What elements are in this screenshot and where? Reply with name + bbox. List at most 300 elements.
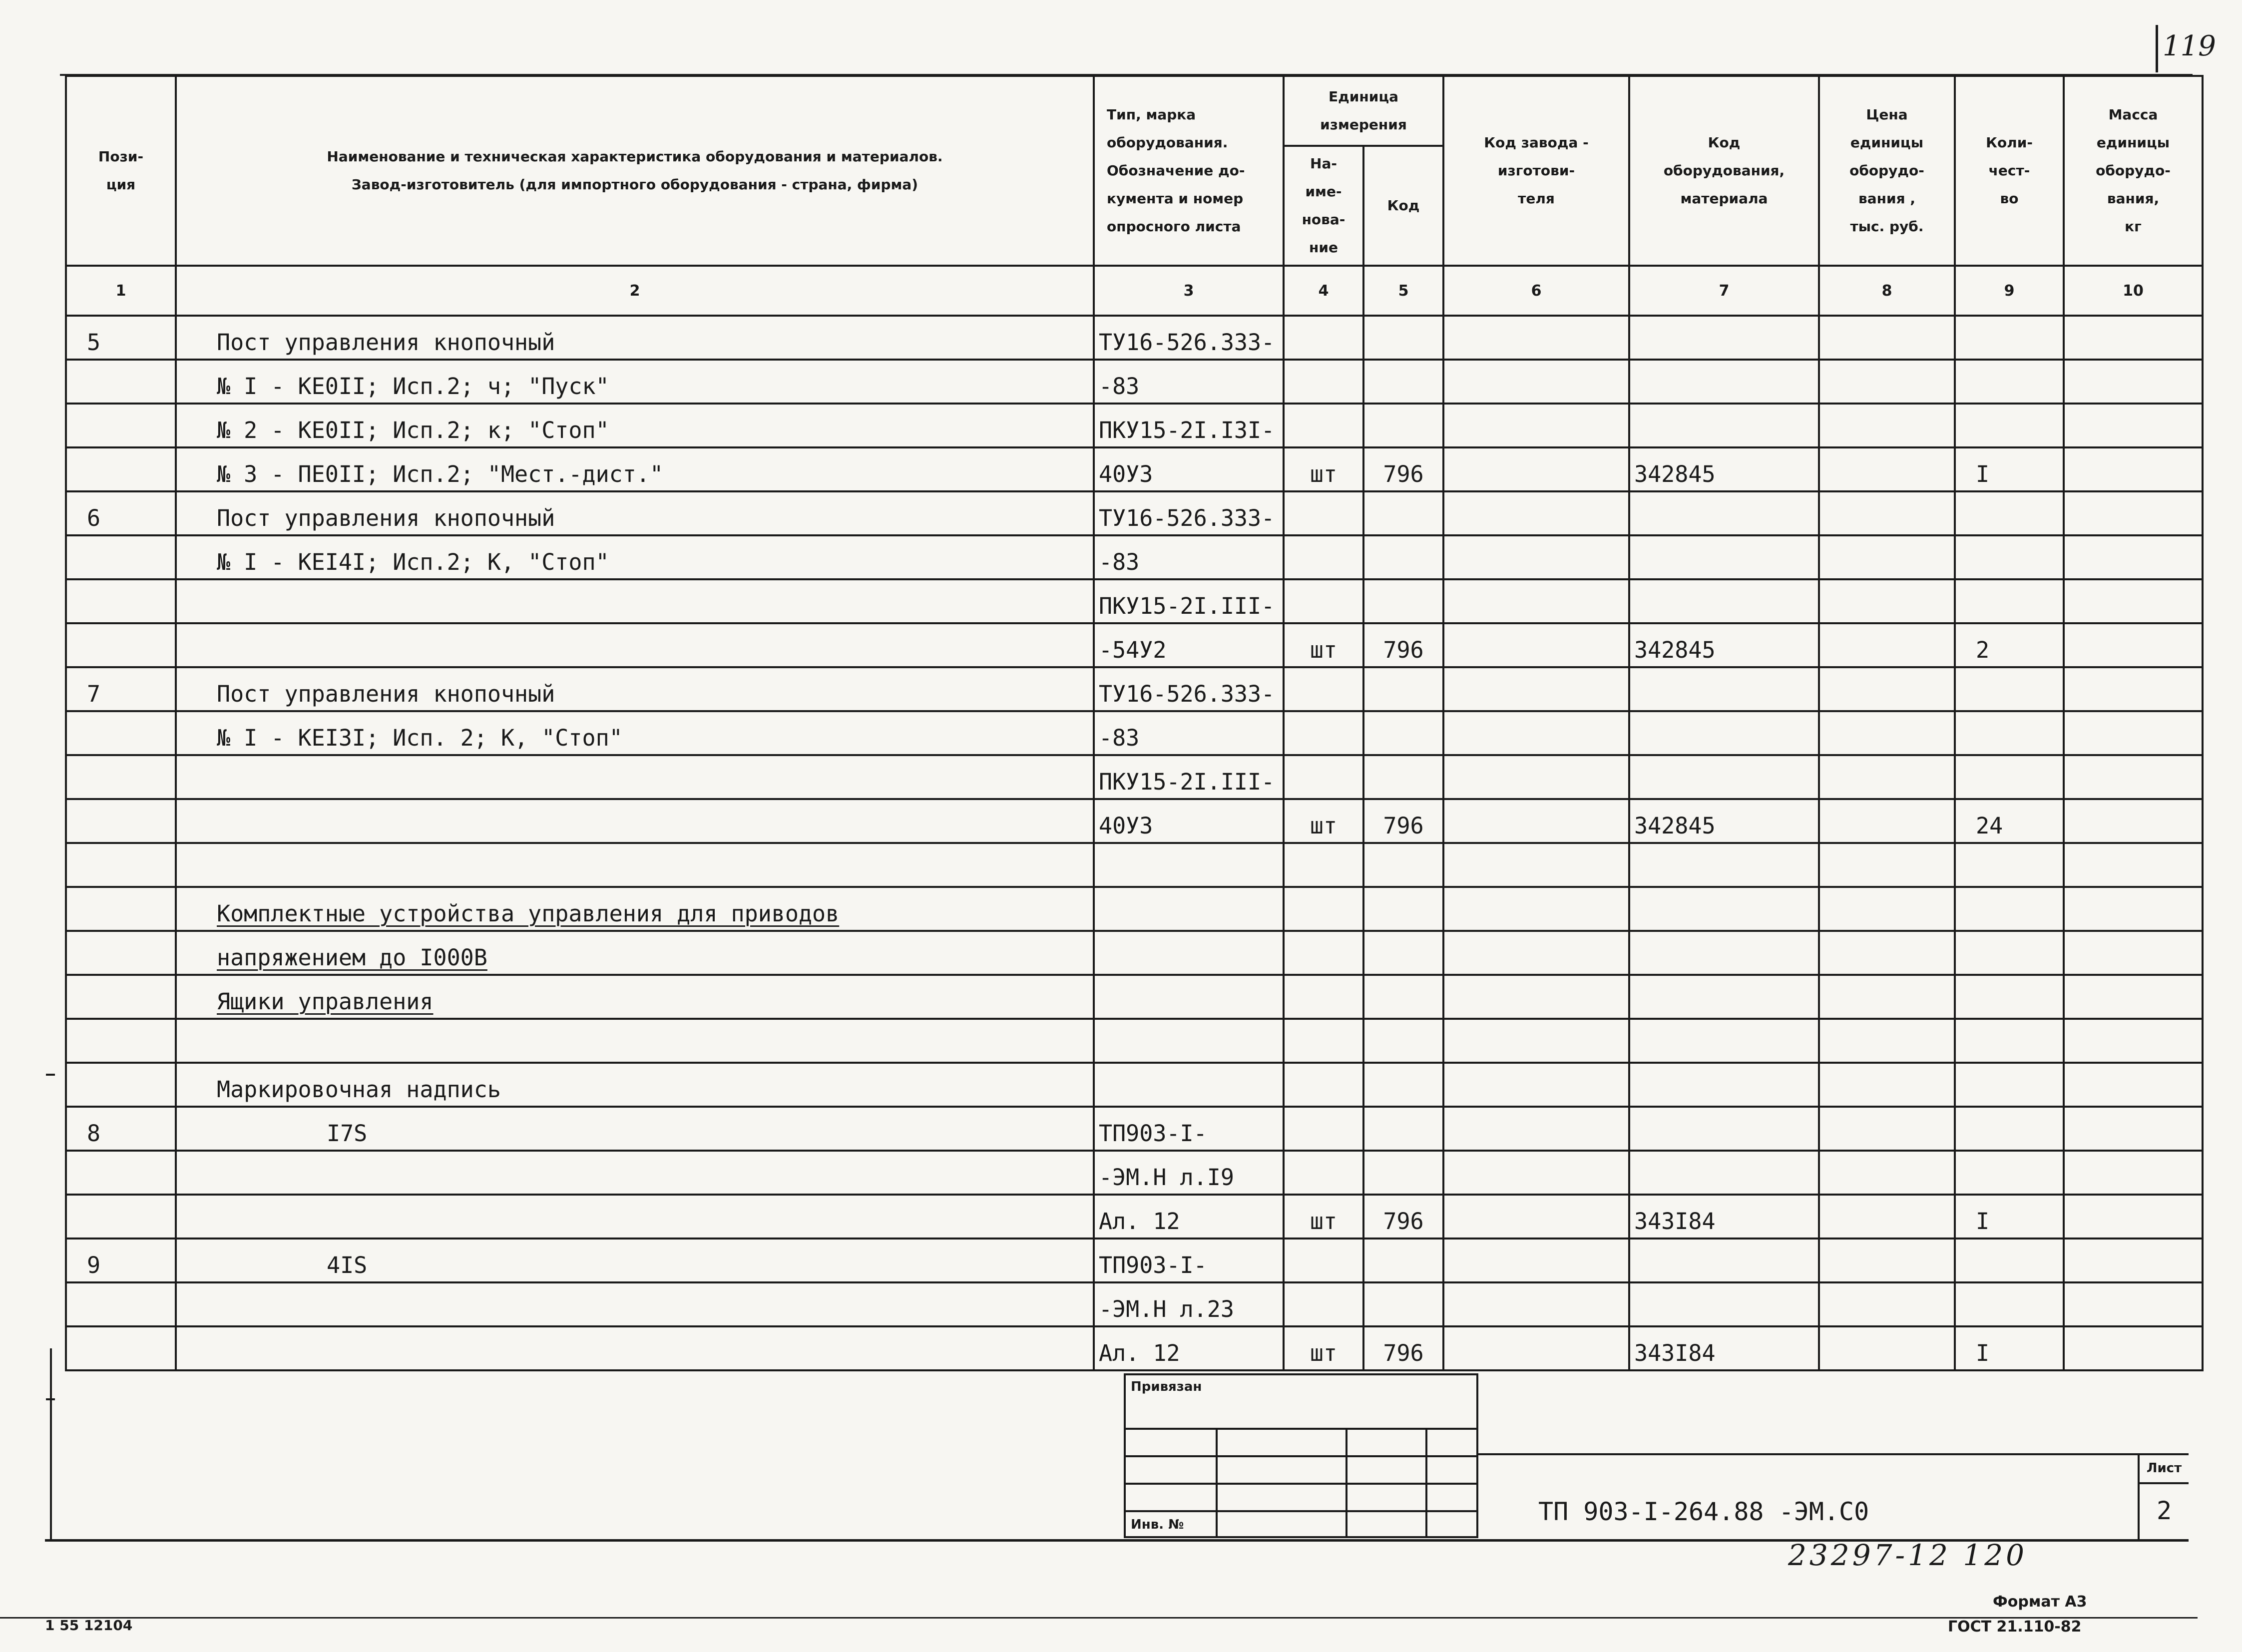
row-name [176,755,1094,799]
row-maker-code [1443,667,1629,711]
row-quantity [1955,711,2064,755]
header-maker-code: Код завода - изготови- теля [1443,76,1629,266]
row-unit-code [1363,535,1443,579]
row-equipment-code [1629,535,1819,579]
row-maker-code [1443,975,1629,1019]
row-type [1094,887,1284,931]
left-rule [50,1348,52,1541]
row-position [66,447,176,491]
row-equipment-code: 343I84 [1629,1195,1819,1239]
row-quantity [1955,1239,2064,1282]
table-row [66,535,2203,579]
row-mass [2064,1019,2203,1063]
row-mass [2064,667,2203,711]
row-maker-code [1443,447,1629,491]
row-price [1819,1019,1955,1063]
row-price [1819,579,1955,623]
row-mass [2064,447,2203,491]
row-price [1819,667,1955,711]
header-name: Наименование и техническая характеристика оборудования и материалов. Завод-изготовитель (для импортного оборудования - страна, фирма) [176,76,1094,266]
row-unit [1284,755,1363,799]
row-price [1819,316,1955,360]
row-equipment-code [1629,1151,1819,1195]
row-maker-code [1443,535,1629,579]
row-type: ТУ16-526.333- [1094,667,1284,711]
row-equipment-code [1629,316,1819,360]
table-row [66,1151,2203,1195]
row-quantity [1955,535,2064,579]
row-unit: шт [1284,447,1363,491]
row-maker-code [1443,887,1629,931]
row-type: ТП903-I- [1094,1239,1284,1282]
row-type [1094,975,1284,1019]
header-type: Тип, марка оборудования. Обозначение до- кумента и номер опросного листа [1094,76,1284,266]
row-name: Пост управления кнопочный [176,491,1094,535]
table-row [66,843,2203,887]
row-price [1819,799,1955,843]
row-quantity: 24 [1955,799,2064,843]
col-number: 4 [1284,266,1363,316]
spec-table [65,75,2204,1371]
row-type: 40У3 [1094,447,1284,491]
row-quantity [1955,975,2064,1019]
col-number: 8 [1819,266,1955,316]
row-unit-code [1363,667,1443,711]
row-equipment-code [1629,579,1819,623]
row-unit-code [1363,975,1443,1019]
row-unit-code [1363,931,1443,975]
row-quantity [1955,1107,2064,1151]
row-quantity [1955,931,2064,975]
table-row [66,1019,2203,1063]
sheet-value: 2 [2156,1496,2172,1525]
row-type: ТП903-I- [1094,1107,1284,1151]
row-name: напряжением до I000В [176,931,1094,975]
row-price [1819,1107,1955,1151]
row-unit-code: 796 [1363,623,1443,667]
row-name: Комплектные устройства управления для приводов [176,887,1094,931]
row-price [1819,360,1955,404]
row-maker-code [1443,404,1629,447]
row-name: Ящики управления [176,975,1094,1019]
row-name: Пост управления кнопочный [176,316,1094,360]
table-row [66,1282,2203,1326]
row-name: № 3 - ПЕ0II; Исп.2; "Мест.-дист." [176,447,1094,491]
row-equipment-code: 342845 [1629,447,1819,491]
row-position [66,404,176,447]
row-maker-code [1443,1326,1629,1370]
row-unit [1284,535,1363,579]
row-unit-code [1363,404,1443,447]
table-row [66,1326,2203,1370]
row-equipment-code [1629,1063,1819,1107]
row-mass [2064,887,2203,931]
margin-tick [46,1398,55,1400]
row-equipment-code [1629,667,1819,711]
row-price [1819,623,1955,667]
table-row [66,1063,2203,1107]
row-type: Ал. 12 [1094,1195,1284,1239]
row-maker-code [1443,1239,1629,1282]
row-mass [2064,931,2203,975]
row-price [1819,1063,1955,1107]
row-quantity [1955,667,2064,711]
row-unit-code [1363,843,1443,887]
row-maker-code [1443,711,1629,755]
row-name [176,1019,1094,1063]
col-number: 10 [2064,266,2203,316]
table-row [66,1107,2203,1151]
col-number: 3 [1094,266,1284,316]
row-equipment-code [1629,975,1819,1019]
row-unit [1284,711,1363,755]
row-maker-code [1443,1151,1629,1195]
row-type: -83 [1094,535,1284,579]
row-maker-code [1443,316,1629,360]
row-mass [2064,1107,2203,1151]
row-equipment-code [1629,887,1819,931]
row-unit [1284,1107,1363,1151]
row-equipment-code [1629,360,1819,404]
row-maker-code [1443,931,1629,975]
table-row [66,360,2203,404]
row-name [176,1326,1094,1370]
row-quantity [1955,887,2064,931]
row-unit-code [1363,1063,1443,1107]
row-name [176,1195,1094,1239]
corner-bar [2156,25,2158,72]
row-price [1819,447,1955,491]
table-row [66,799,2203,843]
row-position [66,1151,176,1195]
row-name: 4IS [176,1239,1094,1282]
row-quantity [1955,1282,2064,1326]
row-maker-code [1443,1195,1629,1239]
row-mass [2064,799,2203,843]
row-unit [1284,1063,1363,1107]
row-unit [1284,1239,1363,1282]
row-quantity [1955,1063,2064,1107]
row-price [1819,975,1955,1019]
row-type: -ЭМ.Н л.23 [1094,1282,1284,1326]
row-unit-code [1363,711,1443,755]
row-quantity [1955,360,2064,404]
row-maker-code [1443,1282,1629,1326]
row-unit [1284,360,1363,404]
row-type: -83 [1094,360,1284,404]
row-name [176,1151,1094,1195]
row-quantity [1955,404,2064,447]
row-unit-code [1363,1239,1443,1282]
row-position [66,843,176,887]
row-type: -83 [1094,711,1284,755]
row-position: 8 [66,1107,176,1151]
row-position [66,579,176,623]
row-type [1094,843,1284,887]
row-type: ТУ16-526.333- [1094,491,1284,535]
row-position [66,711,176,755]
col-number: 1 [66,266,176,316]
row-name: № 2 - КЕ0II; Исп.2; к; "Стоп" [176,404,1094,447]
row-type [1094,1063,1284,1107]
row-equipment-code [1629,711,1819,755]
row-position [66,535,176,579]
column-number-row [66,266,2203,316]
row-name: Маркировочная надпись [176,1063,1094,1107]
row-unit [1284,931,1363,975]
row-price [1819,1195,1955,1239]
row-quantity [1955,316,2064,360]
table-row [66,447,2203,491]
row-unit-code [1363,755,1443,799]
row-unit-code [1363,579,1443,623]
row-equipment-code [1629,1282,1819,1326]
document-code: ТП 903-I-264.88 -ЭМ.С0 [1538,1497,1869,1526]
row-type: -54У2 [1094,623,1284,667]
table-row [66,975,2203,1019]
row-type: Ал. 12 [1094,1326,1284,1370]
format-label: Формат А3 [1993,1593,2087,1611]
row-position: 9 [66,1239,176,1282]
row-mass [2064,535,2203,579]
row-quantity [1955,491,2064,535]
row-maker-code [1443,1019,1629,1063]
row-unit-code: 796 [1363,799,1443,843]
table-row [66,491,2203,535]
row-type: ПКУ15-2I.III- [1094,579,1284,623]
row-position [66,1019,176,1063]
row-equipment-code [1629,843,1819,887]
row-position [66,1282,176,1326]
row-unit [1284,579,1363,623]
row-equipment-code: 342845 [1629,799,1819,843]
col-number: 6 [1443,266,1629,316]
row-price [1819,535,1955,579]
row-position [66,799,176,843]
row-name: № I - КЕI4I; Исп.2; К, "Стоп" [176,535,1094,579]
row-name [176,1282,1094,1326]
footer-rule [0,1617,2198,1619]
row-unit-code: 796 [1363,1326,1443,1370]
row-equipment-code: 343I84 [1629,1326,1819,1370]
row-position [66,755,176,799]
row-unit-code [1363,1151,1443,1195]
row-unit: шт [1284,623,1363,667]
row-maker-code [1443,1063,1629,1107]
row-unit [1284,975,1363,1019]
row-mass [2064,1195,2203,1239]
row-quantity: I [1955,1195,2064,1239]
row-name [176,623,1094,667]
table-row [66,316,2203,360]
row-quantity [1955,843,2064,887]
row-maker-code [1443,1107,1629,1151]
row-mass [2064,316,2203,360]
row-quantity [1955,579,2064,623]
print-tag: 1 55 12104 [45,1617,133,1634]
row-equipment-code: 342845 [1629,623,1819,667]
row-unit-code [1363,1282,1443,1326]
row-position [66,887,176,931]
col-number: 7 [1629,266,1819,316]
row-quantity: I [1955,447,2064,491]
row-position [66,623,176,667]
row-price [1819,887,1955,931]
table-row [66,579,2203,623]
row-equipment-code [1629,755,1819,799]
header-unit-code: Код [1363,146,1443,266]
row-unit [1284,1151,1363,1195]
row-unit: шт [1284,1195,1363,1239]
row-unit: шт [1284,1326,1363,1370]
row-unit-code [1363,1107,1443,1151]
row-mass [2064,711,2203,755]
stamp-label: Привязан [1131,1379,1202,1394]
row-maker-code [1443,843,1629,887]
row-type [1094,931,1284,975]
header-equipment-code: Код оборудования, материала [1629,76,1819,266]
row-maker-code [1443,755,1629,799]
row-name [176,579,1094,623]
row-equipment-code [1629,1239,1819,1282]
row-type [1094,1019,1284,1063]
row-unit [1284,887,1363,931]
row-unit-code: 796 [1363,1195,1443,1239]
row-mass [2064,579,2203,623]
row-mass [2064,1151,2203,1195]
row-price [1819,931,1955,975]
margin-tick [46,1074,55,1076]
row-type: 40У3 [1094,799,1284,843]
header-quantity: Коли- чест- во [1955,76,2064,266]
row-unit-code [1363,887,1443,931]
row-maker-code [1443,491,1629,535]
table-row [66,887,2203,931]
row-position: 7 [66,667,176,711]
col-number: 5 [1363,266,1443,316]
row-position [66,1195,176,1239]
row-price [1819,1326,1955,1370]
row-mass [2064,404,2203,447]
row-quantity: 2 [1955,623,2064,667]
row-unit-code [1363,360,1443,404]
table-row [66,711,2203,755]
row-unit-code: 796 [1363,447,1443,491]
row-name [176,799,1094,843]
row-maker-code [1443,799,1629,843]
row-mass [2064,360,2203,404]
row-type: ТУ16-526.333- [1094,316,1284,360]
row-quantity [1955,755,2064,799]
row-equipment-code [1629,1019,1819,1063]
table-row [66,755,2203,799]
row-position [66,1063,176,1107]
inventory-number: 23297-12 120 [1788,1538,2028,1572]
row-unit-code [1363,316,1443,360]
spec-rows [66,316,2203,1370]
row-quantity: I [1955,1326,2064,1370]
header-mass: Масса единицы оборудо- вания, кг [2064,76,2203,266]
row-type: ПКУ15-2I.I3I- [1094,404,1284,447]
sheet-box [2138,1454,2189,1539]
row-mass [2064,843,2203,887]
sheet-label: Лист [2140,1454,2189,1484]
row-unit [1284,843,1363,887]
row-quantity [1955,1151,2064,1195]
table-row [66,1195,2203,1239]
row-name: Пост управления кнопочный [176,667,1094,711]
gost-label: ГОСТ 21.110-82 [1948,1618,2082,1636]
row-name [176,843,1094,887]
row-mass [2064,1282,2203,1326]
row-unit [1284,404,1363,447]
row-unit-code [1363,491,1443,535]
row-mass [2064,491,2203,535]
inventory-label: Инв. № [1131,1517,1184,1532]
row-mass [2064,1239,2203,1282]
row-position [66,1326,176,1370]
row-type: -ЭМ.Н л.I9 [1094,1151,1284,1195]
table-row [66,931,2203,975]
row-price [1819,404,1955,447]
row-equipment-code [1629,491,1819,535]
binding-stamp [1124,1373,1478,1538]
row-mass [2064,1326,2203,1370]
row-unit [1284,316,1363,360]
row-name: № I - КЕI3I; Исп. 2; К, "Стоп" [176,711,1094,755]
row-mass [2064,755,2203,799]
row-position: 6 [66,491,176,535]
title-block-rule [1477,1453,2189,1455]
table-row [66,404,2203,447]
row-maker-code [1443,579,1629,623]
header-price: Цена единицы оборудо- вания , тыс. руб. [1819,76,1955,266]
row-price [1819,1282,1955,1326]
row-equipment-code [1629,931,1819,975]
row-mass [2064,975,2203,1019]
row-equipment-code [1629,404,1819,447]
row-mass [2064,623,2203,667]
row-price [1819,711,1955,755]
row-unit: шт [1284,799,1363,843]
header-unit-name: На- име- нова- ние [1284,146,1363,266]
row-name: № I - КЕ0II; Исп.2; ч; "Пуск" [176,360,1094,404]
row-type: ПКУ15-2I.III- [1094,755,1284,799]
col-number: 9 [1955,266,2064,316]
corner-sheet-number: 119 [2163,30,2216,62]
row-position [66,931,176,975]
row-unit [1284,1282,1363,1326]
row-unit [1284,1019,1363,1063]
table-row [66,623,2203,667]
table-row [66,1239,2203,1282]
row-equipment-code [1629,1107,1819,1151]
row-price [1819,491,1955,535]
col-number: 2 [176,266,1094,316]
row-position [66,360,176,404]
row-position [66,975,176,1019]
row-price [1819,1151,1955,1195]
row-mass [2064,1063,2203,1107]
row-unit-code [1363,1019,1443,1063]
row-unit [1284,667,1363,711]
header-position: Пози- ция [66,76,176,266]
row-quantity [1955,1019,2064,1063]
row-maker-code [1443,360,1629,404]
row-maker-code [1443,623,1629,667]
row-price [1819,843,1955,887]
table-row [66,667,2203,711]
